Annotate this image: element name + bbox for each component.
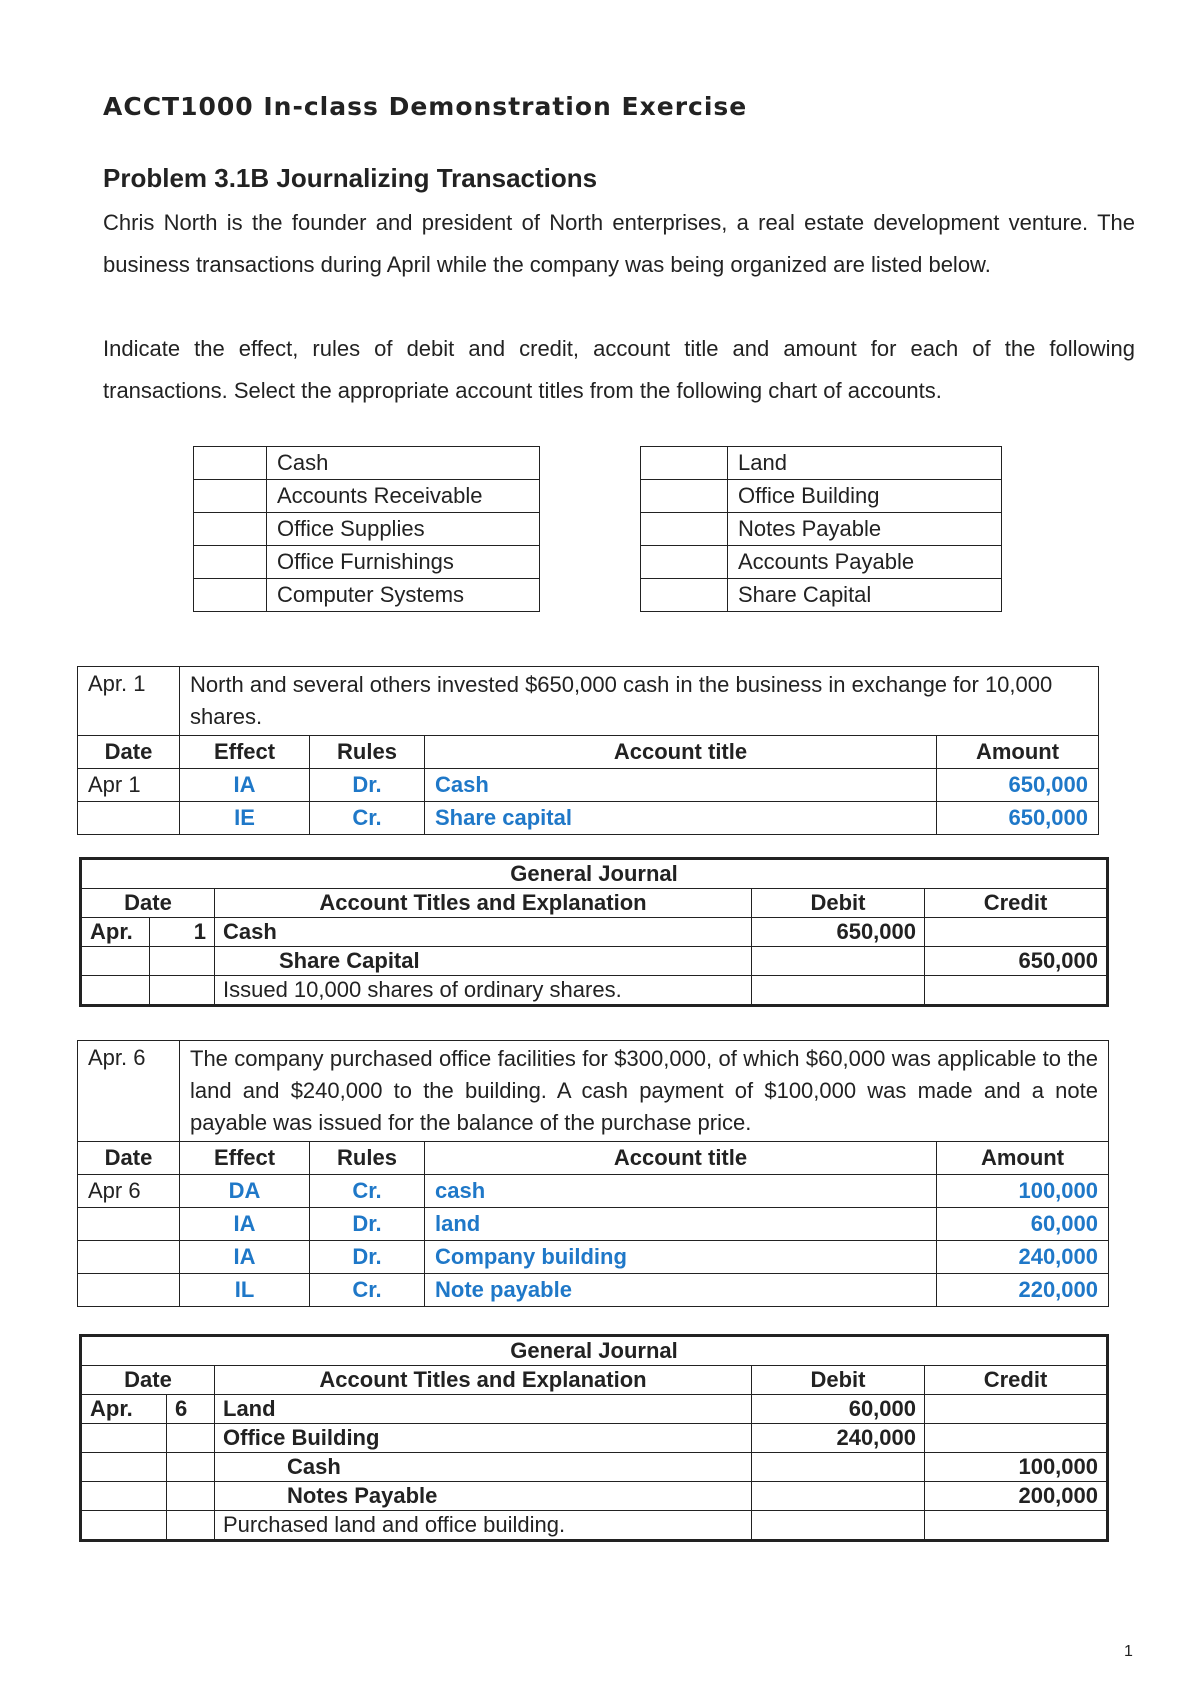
- row-account: Company building: [425, 1241, 937, 1274]
- row-rule: Dr.: [310, 769, 425, 802]
- header-date: Date: [78, 736, 180, 769]
- coa-account: Office Furnishings: [267, 546, 540, 579]
- header-amount: Amount: [937, 736, 1099, 769]
- row-amount: 220,000: [937, 1274, 1109, 1307]
- row-account: Share capital: [425, 802, 937, 835]
- coa-row: [194, 579, 540, 612]
- row-effect: IL: [180, 1274, 310, 1307]
- header-rules: Rules: [310, 1142, 425, 1175]
- journal-header-debit: Debit: [752, 1366, 925, 1395]
- general-journal-1: [79, 857, 1109, 1007]
- journal-header-credit: Credit: [925, 889, 1108, 918]
- journal-day: 1: [150, 918, 215, 947]
- journal-day: 6: [167, 1395, 215, 1424]
- journal-month: Apr.: [81, 918, 150, 947]
- transaction-2-analysis: [77, 1040, 1109, 1307]
- journal-header-account: Account Titles and Explanation: [215, 889, 752, 918]
- coa-account: Cash: [267, 447, 540, 480]
- journal-row: [81, 918, 1108, 947]
- row-amount: 240,000: [937, 1241, 1109, 1274]
- document-title: ACCT1000 In-class Demonstration Exercise: [103, 92, 748, 121]
- transaction-description-row: [78, 667, 1099, 736]
- instructions-paragraph: Indicate the effect, rules of debit and credit, account title and amount for each of the following transactions. Select the appropriate account titles from the following chart of accounts.: [103, 336, 1135, 403]
- row-effect: DA: [180, 1175, 310, 1208]
- row-rule: Cr.: [310, 1175, 425, 1208]
- analysis-row: [78, 769, 1099, 802]
- row-effect: IE: [180, 802, 310, 835]
- coa-account: Accounts Receivable: [267, 480, 540, 513]
- coa-row: [641, 546, 1002, 579]
- coa-row: [641, 447, 1002, 480]
- journal-account: Land: [215, 1395, 752, 1424]
- row-account: cash: [425, 1175, 937, 1208]
- journal-row: [81, 1424, 1108, 1453]
- row-rule: Dr.: [310, 1241, 425, 1274]
- journal-credit: 200,000: [925, 1482, 1108, 1511]
- row-date: Apr 1: [78, 769, 180, 802]
- journal-account: Cash: [215, 918, 752, 947]
- header-account-title: Account title: [425, 736, 937, 769]
- journal-explanation-row: [81, 976, 1108, 1006]
- analysis-header-row: [78, 1142, 1109, 1175]
- transaction-description: North and several others invested $650,000 cash in the business in exchange for 10,000 shares.: [180, 667, 1099, 736]
- journal-debit: [752, 947, 925, 976]
- row-account: land: [425, 1208, 937, 1241]
- journal-row: [81, 1482, 1108, 1511]
- transaction-date: Apr. 1: [78, 667, 180, 736]
- journal-explanation-row: [81, 1511, 1108, 1541]
- journal-explanation: Issued 10,000 shares of ordinary shares.: [215, 976, 752, 1006]
- row-date: [78, 802, 180, 835]
- general-journal-2: [79, 1334, 1109, 1542]
- coa-row: [641, 480, 1002, 513]
- journal-debit: 60,000: [752, 1395, 925, 1424]
- chart-of-accounts-right: [640, 446, 1002, 612]
- chart-of-accounts-left: [193, 446, 540, 612]
- coa-row: [194, 513, 540, 546]
- row-rule: Cr.: [310, 802, 425, 835]
- intro-paragraph: Chris North is the founder and president of North enterprises, a real estate development venture. The business transactions during April while the company was being organized are listed below.: [103, 210, 1135, 277]
- transaction-1-analysis: [77, 666, 1099, 835]
- row-account: Note payable: [425, 1274, 937, 1307]
- header-amount: Amount: [937, 1142, 1109, 1175]
- row-amount: 60,000: [937, 1208, 1109, 1241]
- transaction-description: The company purchased office facilities for $300,000, of which $60,000 was applicable to the land and $240,000 to the building. A cash payment of $100,000 was made and a note payable was issued for the balance of the purchase price.: [180, 1041, 1109, 1142]
- journal-header-date: Date: [81, 1366, 215, 1395]
- row-date: Apr 6: [78, 1175, 180, 1208]
- header-effect: Effect: [180, 736, 310, 769]
- row-effect: IA: [180, 769, 310, 802]
- journal-header-date: Date: [81, 889, 215, 918]
- analysis-header-row: [78, 736, 1099, 769]
- journal-header-row: [81, 889, 1108, 918]
- coa-account: Land: [728, 447, 1002, 480]
- coa-account: Office Building: [728, 480, 1002, 513]
- row-amount: 650,000: [937, 769, 1099, 802]
- journal-header-credit: Credit: [925, 1366, 1108, 1395]
- coa-row: [641, 513, 1002, 546]
- header-rules: Rules: [310, 736, 425, 769]
- row-date: [78, 1241, 180, 1274]
- analysis-row: [78, 1175, 1109, 1208]
- row-rule: Dr.: [310, 1208, 425, 1241]
- journal-header-debit: Debit: [752, 889, 925, 918]
- journal-header-account: Account Titles and Explanation: [215, 1366, 752, 1395]
- row-effect: IA: [180, 1208, 310, 1241]
- transaction-date: Apr. 6: [78, 1041, 180, 1142]
- journal-credit: 650,000: [925, 947, 1108, 976]
- journal-row: [81, 947, 1108, 976]
- analysis-row: [78, 1208, 1109, 1241]
- transaction-description-row: [78, 1041, 1109, 1142]
- analysis-row: [78, 802, 1099, 835]
- journal-row: [81, 1453, 1108, 1482]
- row-account: Cash: [425, 769, 937, 802]
- coa-account: Share Capital: [728, 579, 1002, 612]
- coa-account: Office Supplies: [267, 513, 540, 546]
- problem-title: Problem 3.1B Journalizing Transactions: [103, 163, 598, 193]
- journal-credit: [925, 1395, 1108, 1424]
- journal-debit: [752, 1482, 925, 1511]
- analysis-row: [78, 1274, 1109, 1307]
- journal-account: Cash: [215, 1453, 752, 1482]
- journal-debit: 650,000: [752, 918, 925, 947]
- header-account-title: Account title: [425, 1142, 937, 1175]
- coa-row: [194, 546, 540, 579]
- journal-title: General Journal: [81, 859, 1108, 889]
- row-amount: 650,000: [937, 802, 1099, 835]
- journal-explanation: Purchased land and office building.: [215, 1511, 752, 1541]
- row-effect: IA: [180, 1241, 310, 1274]
- coa-account: Computer Systems: [267, 579, 540, 612]
- coa-account: Notes Payable: [728, 513, 1002, 546]
- coa-row: [194, 447, 540, 480]
- journal-account: Office Building: [215, 1424, 752, 1453]
- journal-row: [81, 1395, 1108, 1424]
- page-number: 1: [1124, 1643, 1133, 1660]
- header-date: Date: [78, 1142, 180, 1175]
- journal-account: Notes Payable: [215, 1482, 752, 1511]
- journal-credit: [925, 1424, 1108, 1453]
- journal-title: General Journal: [81, 1336, 1108, 1366]
- journal-credit: 100,000: [925, 1453, 1108, 1482]
- row-date: [78, 1208, 180, 1241]
- journal-debit: 240,000: [752, 1424, 925, 1453]
- coa-row: [641, 579, 1002, 612]
- journal-debit: [752, 1453, 925, 1482]
- header-effect: Effect: [180, 1142, 310, 1175]
- analysis-row: [78, 1241, 1109, 1274]
- coa-row: [194, 480, 540, 513]
- journal-month: Apr.: [81, 1395, 167, 1424]
- coa-account: Accounts Payable: [728, 546, 1002, 579]
- row-amount: 100,000: [937, 1175, 1109, 1208]
- journal-credit: [925, 918, 1108, 947]
- journal-account: Share Capital: [215, 947, 752, 976]
- row-date: [78, 1274, 180, 1307]
- row-rule: Cr.: [310, 1274, 425, 1307]
- journal-header-row: [81, 1366, 1108, 1395]
